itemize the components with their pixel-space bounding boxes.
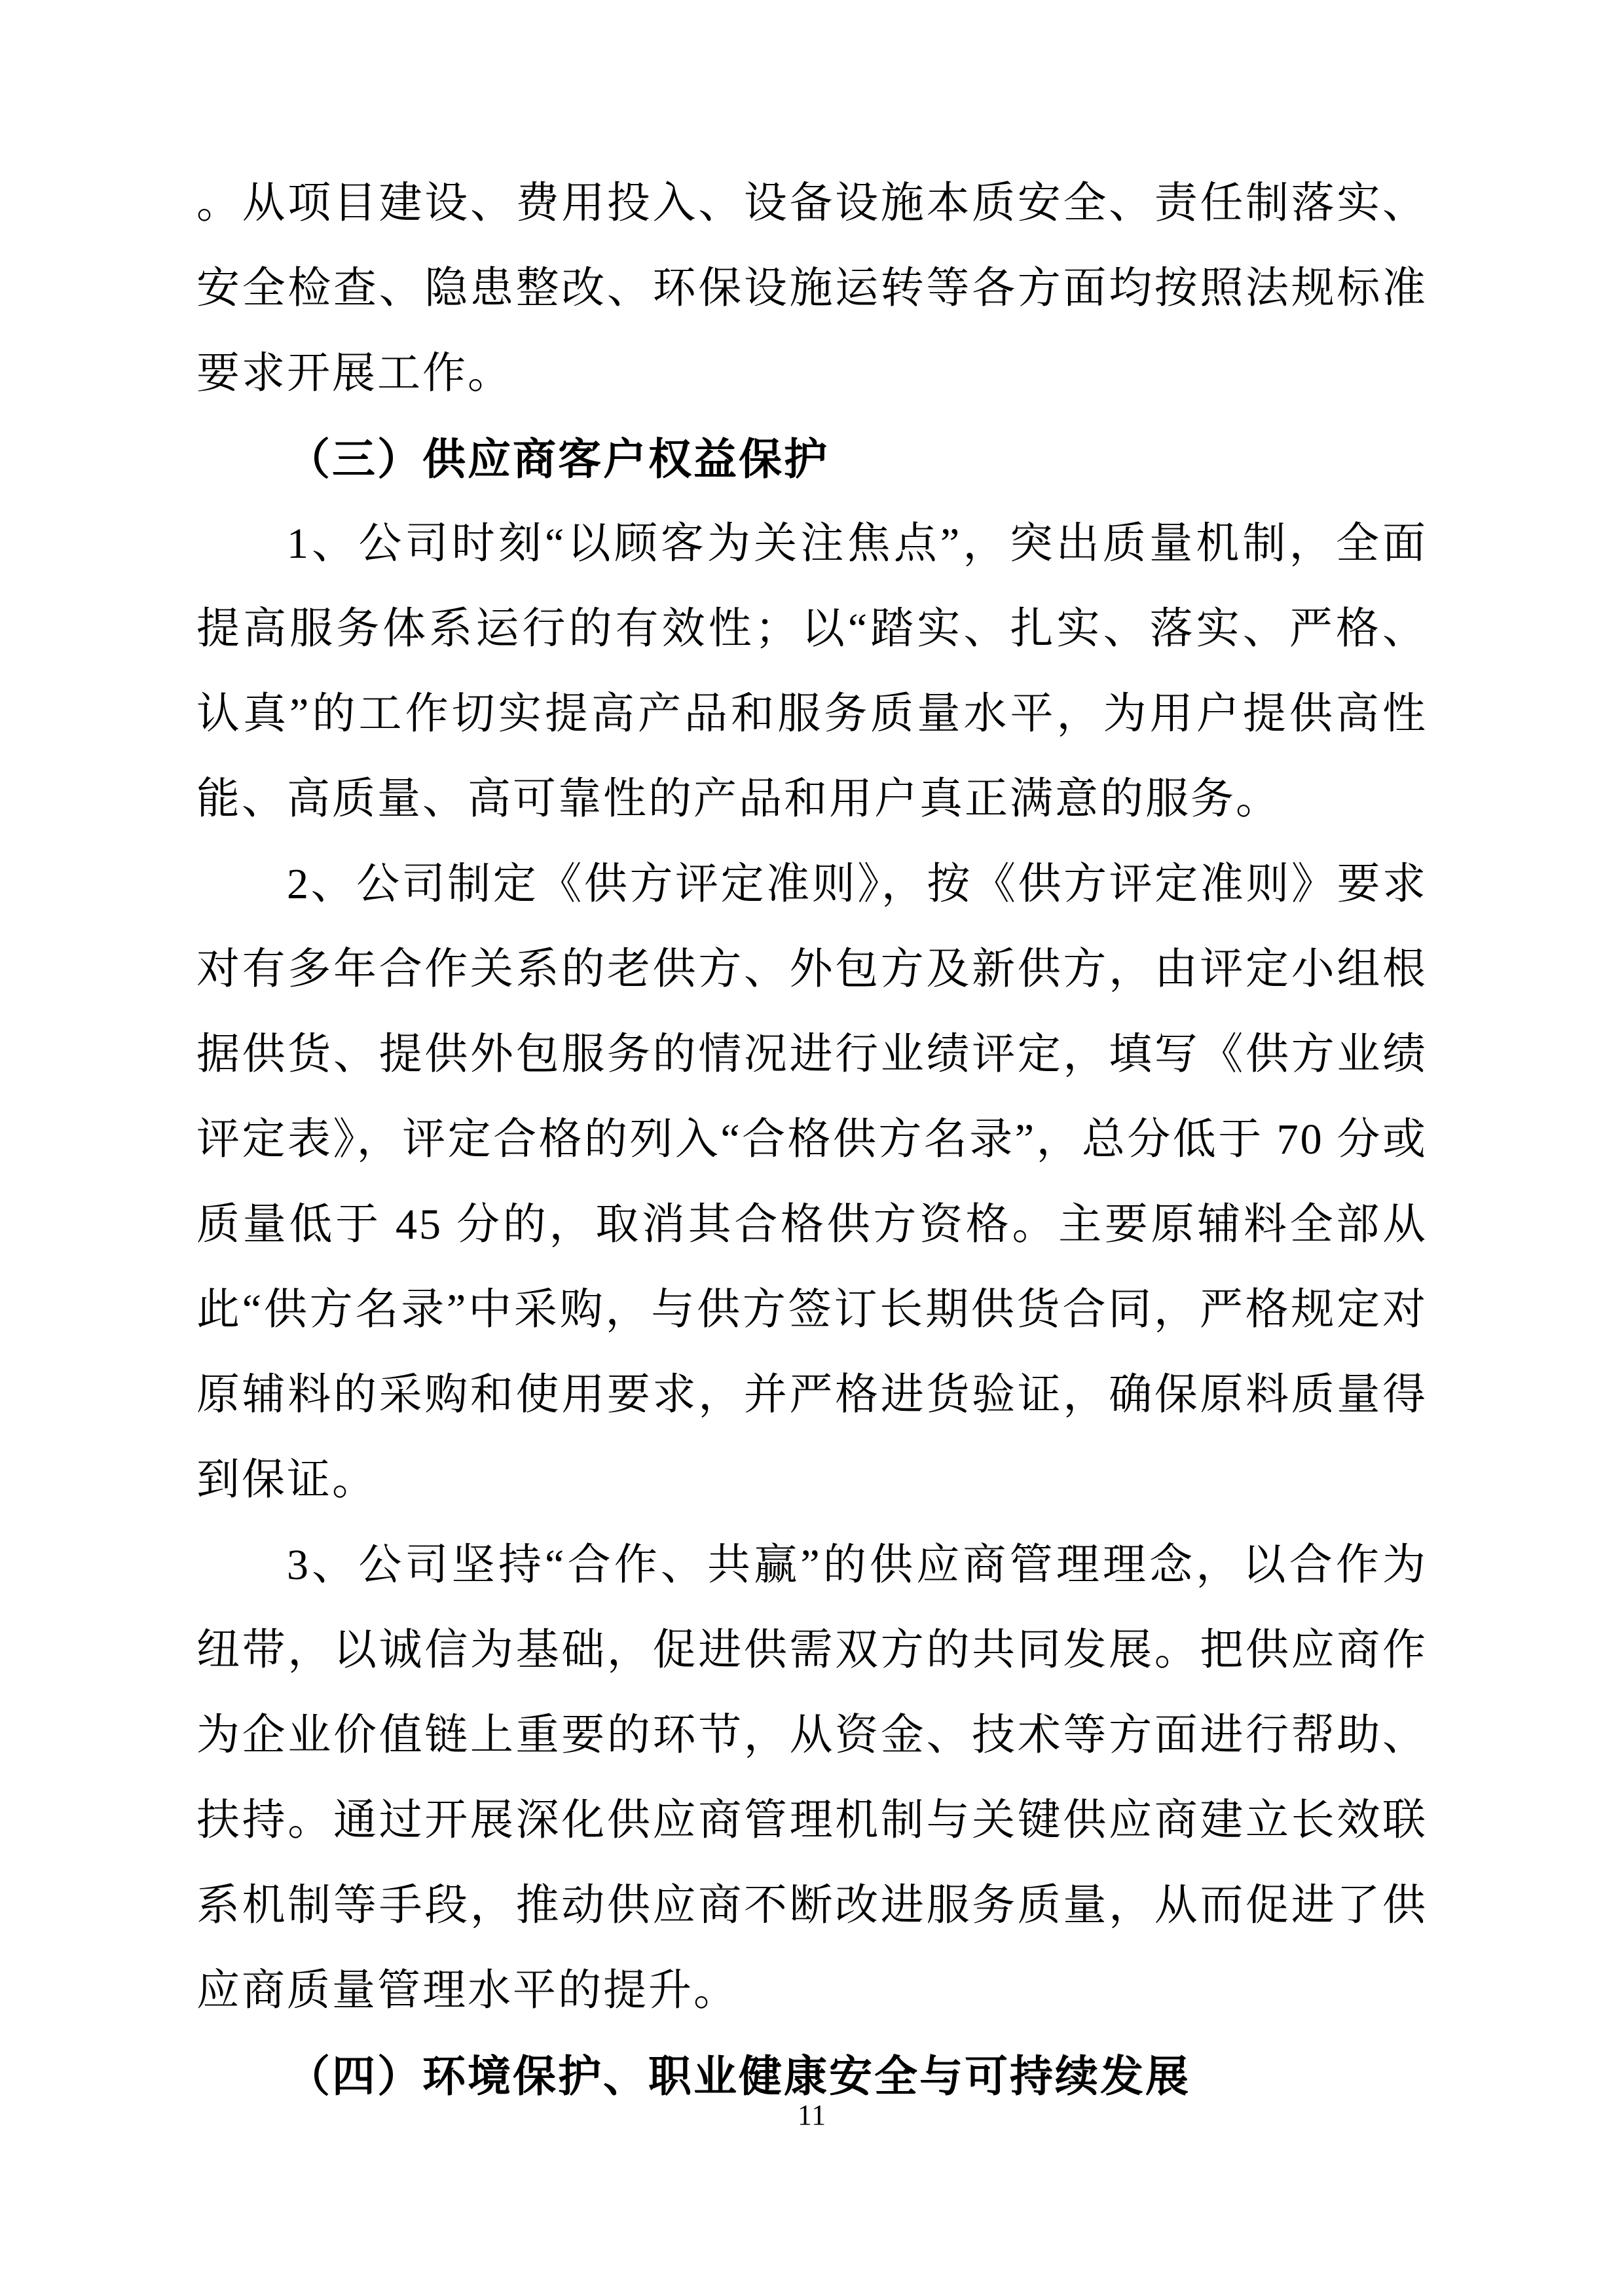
section-heading-environment-health-safety: （四）环境保护、职业健康安全与可持续发展: [287, 2052, 1190, 2100]
paragraph-item-3: 3、公司坚持“合作、共赢”的供应商管理理念，以合作为纽带，以诚信为基础，促进供需双方的共同发展。把供应商作为企业价值链上重要的环节，从资金、技术等方面进行帮助、扶持。通过开展深化供应商管理机制与关键供应商建立长效联系机制等手段，推动供应商不断改进服务质量，从而促进了供应商质量管理水平的提升。: [196, 1541, 1428, 2014]
paragraph-continuation: 。从项目建设、费用投入、设备设施本质安全、责任制落实、安全检查、隐患整改、环保设施运转等各方面均按照法规标准要求开展工作。: [196, 179, 1428, 397]
page-text-block: [196, 161, 1428, 2119]
section-heading-supplier-customer-rights: （三）供应商客户权益保护: [287, 435, 829, 483]
paragraph-item-2: 2、公司制定《供方评定准则》，按《供方评定准则》要求对有多年合作关系的老供方、外包方及新供方，由评定小组根据供货、提供外包服务的情况进行业绩评定，填写《供方业绩评定表》，评定合格的列入“合格供方名录”，总分低于 70 分或质量低于 45 分的，取消其合格供方资格。主要原辅料全部从此“供方名录”中采购，与供方签订长期供货合同，严格规定对原辅料的采购和使用要求，并严格进货验证，确保原料质量得到保证。: [196, 860, 1428, 1504]
page-number: 11: [797, 2099, 827, 2131]
paragraph-item-1: 1、公司时刻“以顾客为关注焦点”，突出质量机制，全面提高服务体系运行的有效性；以“踏实、扎实、落实、严格、认真”的工作切实提高产品和服务质量水平，为用户提供高性能、高质量、高可靠性的产品和用户真正满意的服务。: [196, 520, 1428, 823]
